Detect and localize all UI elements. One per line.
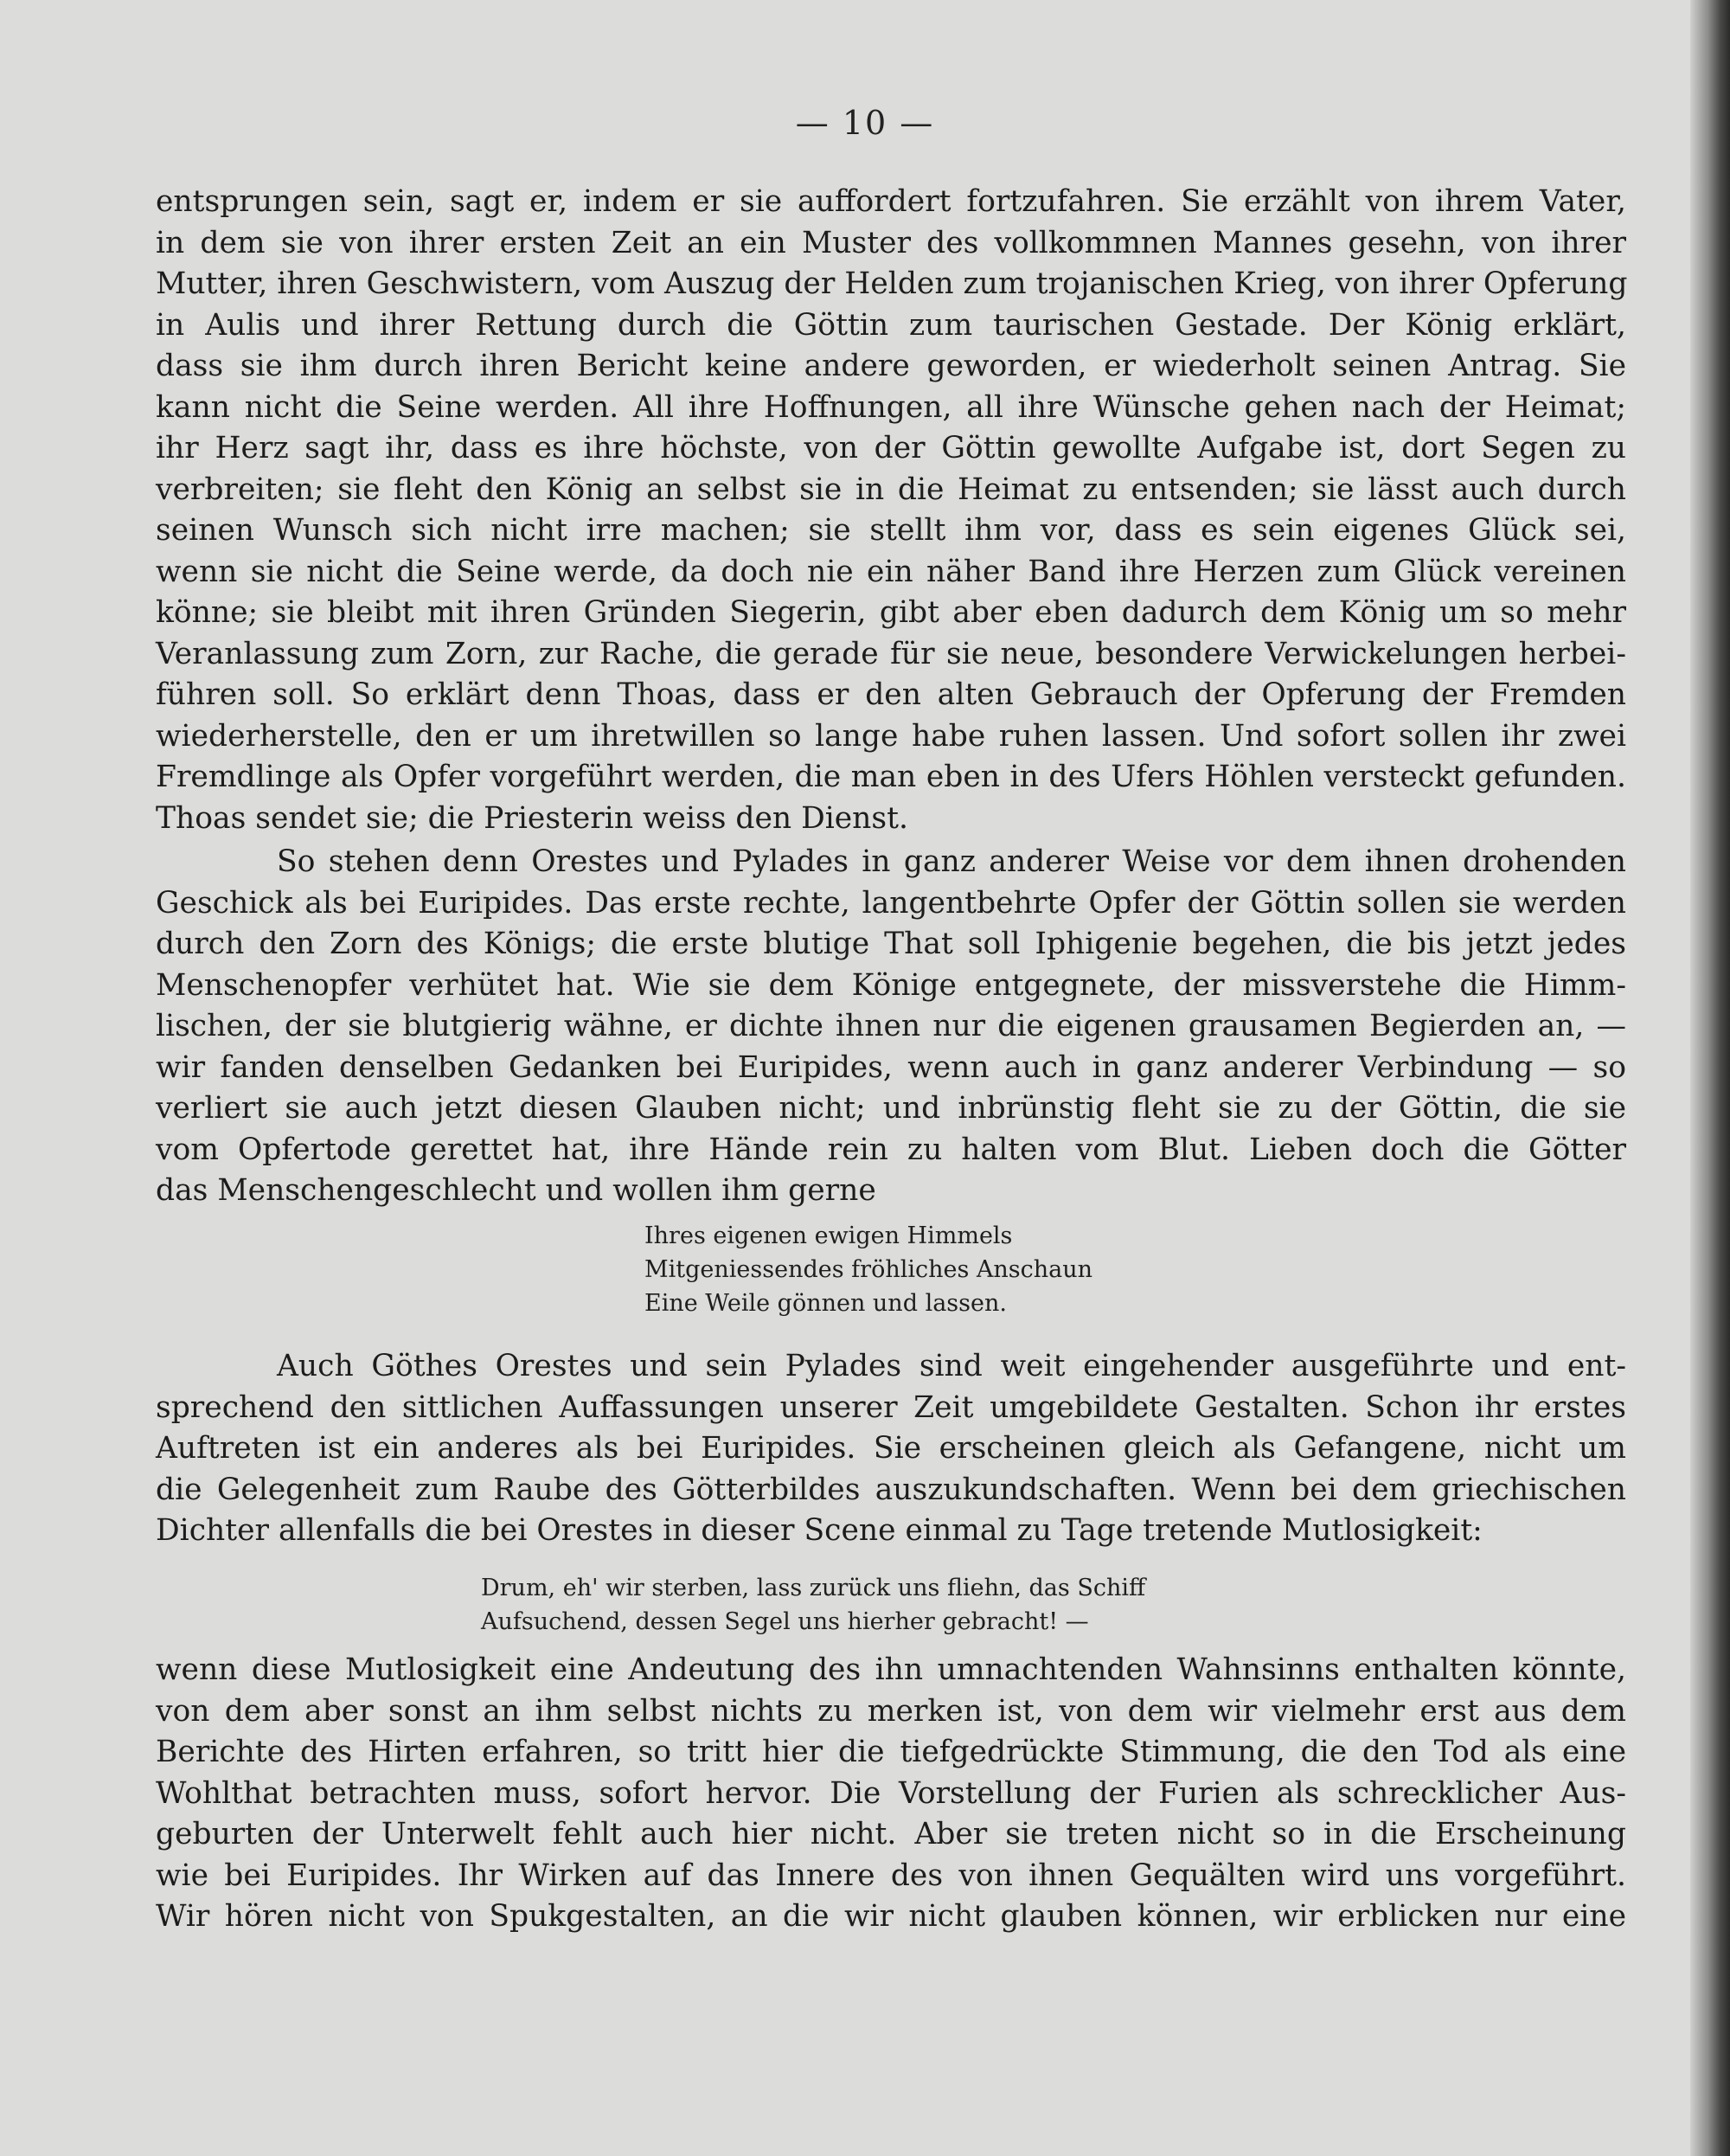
text-line: durch den Zorn des Königs; die erste blutige That soll Iphigenie begehen, die bis jetzt jedes bbox=[156, 927, 1626, 961]
text-line: So stehen denn Orestes und Pylades in ganz anderer Weise vor dem ihnen drohenden bbox=[277, 844, 1626, 879]
text-line: Auch Göthes Orestes und sein Pylades sind weit eingehender ausgeführte und ent- bbox=[277, 1349, 1626, 1383]
text-line: Wohlthat betrachten muss, sofort hervor. Die Vorstellung der Furien als schrecklicher Aus- bbox=[156, 1775, 1626, 1811]
verse-line: Mitgeniessendes fröhliches Anschaun bbox=[644, 1256, 1093, 1283]
text-line: kann nicht die Seine werden. All ihre Hoffnungen, all ihre Wünsche gehen nach der Heimat; bbox=[156, 389, 1626, 425]
text-line: vom Opfertode gerettet hat, ihre Hände rein zu halten vom Blut. Lieben doch die Götter bbox=[156, 1132, 1626, 1167]
verse-quote-1 bbox=[644, 1219, 1092, 1320]
text-line: in Aulis und ihrer Rettung durch die Göttin zum taurischen Gestade. Der König erklärt, bbox=[156, 307, 1626, 343]
text-line: entsprungen sein, sagt er, indem er sie auffordert fortzufahren. Sie erzählt von ihrem Vater, bbox=[156, 184, 1626, 219]
page-number: — 10 — bbox=[795, 104, 935, 142]
paragraph-2 bbox=[156, 842, 1626, 1212]
verse-line: Drum, eh' wir sterben, lass zurück uns fliehn, das Schiff bbox=[481, 1575, 1146, 1601]
text-line: dass sie ihm durch ihren Bericht keine andere geworden, er wiederholt seinen Antrag. Sie bbox=[156, 349, 1626, 383]
text-line: seinen Wunsch sich nicht irre machen; sie stellt ihm vor, dass es sein eigenes Glück sei, bbox=[156, 513, 1626, 548]
text-line: geburten der Unterwelt fehlt auch hier nicht. Aber sie treten nicht so in die Erscheinung bbox=[156, 1817, 1626, 1851]
paragraph-3 bbox=[156, 1346, 1626, 1552]
text-line: sprechend den sittlichen Auffassungen unserer Zeit umgebildete Gestalten. Schon ihr erstes bbox=[156, 1389, 1626, 1425]
text-line: verbreiten; sie fleht den König an selbst sie in die Heimat zu entsenden; sie lässt auch durch bbox=[156, 472, 1626, 507]
binding-edge bbox=[1690, 0, 1730, 2156]
text-line: Wir hören nicht von Spukgestalten, an die wir nicht glauben können, wir erblicken nur eine bbox=[156, 1899, 1626, 1934]
paragraph-1 bbox=[156, 182, 1626, 839]
text-line: wir fanden denselben Gedanken bei Euripides, wenn auch in ganz anderer Verbindung — so bbox=[156, 1049, 1626, 1085]
verse-line: Aufsuchend, dessen Segel uns hierher gebracht! — bbox=[481, 1608, 1089, 1635]
text-line: von dem aber sonst an ihm selbst nichts zu merken ist, von dem wir vielmehr erst aus dem bbox=[156, 1693, 1626, 1729]
text-line: das Menschengeschlecht und wollen ihm gerne bbox=[156, 1173, 876, 1208]
text-line: Dichter allenfalls die bei Orestes in dieser Scene einmal zu Tage tretende Mutlosigkeit: bbox=[156, 1513, 1483, 1548]
text-line: Thoas sendet sie; die Priesterin weiss den Dienst. bbox=[156, 800, 908, 836]
text-line: Veranlassung zum Zorn, zur Rache, die gerade für sie neue, besondere Verwickelungen herbei- bbox=[156, 636, 1626, 671]
text-line: ihr Herz sagt ihr, dass es ihre höchste, von der Göttin gewollte Aufgabe ist, dort Segen zu bbox=[156, 431, 1626, 465]
paragraph-4 bbox=[156, 1650, 1626, 1938]
text-line: lischen, der sie blutgierig wähne, er dichte ihnen nur die eigenen grausamen Begierden an, — bbox=[156, 1009, 1626, 1043]
text-line: in dem sie von ihrer ersten Zeit an ein Muster des vollkommnen Mannes gesehn, von ihrer bbox=[156, 225, 1626, 260]
text-line: wie bei Euripides. Ihr Wirken auf das Innere des von ihnen Gequälten wird uns vorgeführt. bbox=[156, 1858, 1626, 1893]
text-line: Berichte des Hirten erfahren, so tritt hier die tiefgedrückte Stimmung, die den Tod als eine bbox=[156, 1735, 1626, 1769]
text-line: Menschenopfer verhütet hat. Wie sie dem Könige entgegnete, der missverstehe die Himm- bbox=[156, 967, 1626, 1003]
text-line: Auftreten ist ein anderes als bei Euripides. Sie erscheinen gleich als Gefangene, nicht um bbox=[156, 1431, 1626, 1466]
text-line: Mutter, ihren Geschwistern, vom Auszug der Helden zum trojanischen Krieg, von ihrer Opferung bbox=[156, 266, 1628, 301]
text-line: führen soll. So erklärt denn Thoas, dass er den alten Gebrauch der Opferung der Fremden bbox=[156, 677, 1626, 712]
text-line: Fremdlinge als Opfer vorgeführt werden, die man eben in des Ufers Höhlen versteckt gefunden. bbox=[156, 760, 1626, 794]
text-line: wenn diese Mutlosigkeit eine Andeutung des ihn umnachtenden Wahnsinns enthalten könnte, bbox=[156, 1652, 1626, 1687]
text-line: wiederherstelle, den er um ihretwillen so lange habe ruhen lassen. Und sofort sollen ihr zwei bbox=[156, 718, 1626, 754]
verse-line: Ihres eigenen ewigen Himmels bbox=[644, 1222, 1013, 1249]
text-line: die Gelegenheit zum Raube des Götterbildes auszukundschaften. Wenn bei dem griechischen bbox=[156, 1472, 1626, 1507]
text-line: wenn sie nicht die Seine werde, da doch nie ein näher Band ihre Herzen zum Glück vereinen bbox=[156, 554, 1626, 589]
text-line: Geschick als bei Euripides. Das erste rechte, langentbehrte Opfer der Göttin sollen sie werden bbox=[156, 885, 1626, 921]
verse-line: Eine Weile gönnen und lassen. bbox=[644, 1290, 1007, 1317]
text-line: könne; sie bleibt mit ihren Gründen Siegerin, gibt aber eben dadurch dem König um so mehr bbox=[156, 595, 1626, 630]
verse-quote-2 bbox=[481, 1571, 1145, 1639]
text-line: verliert sie auch jetzt diesen Glauben nicht; und inbrünstig fleht sie zu der Göttin, die sie bbox=[156, 1091, 1626, 1126]
